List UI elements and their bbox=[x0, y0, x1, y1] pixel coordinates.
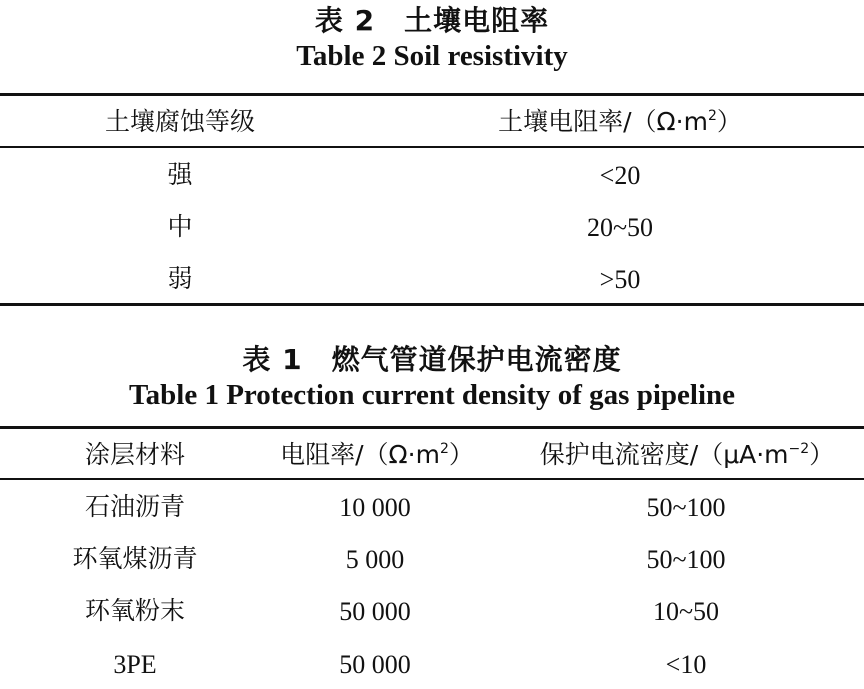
table2-caption bbox=[0, 4, 864, 73]
table2-header-rule bbox=[0, 146, 864, 148]
table1-header-resistivity bbox=[262, 440, 492, 470]
table2-caption-en: Table 2 Soil resistivity bbox=[296, 40, 568, 72]
table1-row-2-resistivity: 50 000 bbox=[339, 597, 411, 626]
table2-row-2-grade: 弱 bbox=[167, 264, 193, 293]
table1-header-resistivity-end: ） bbox=[448, 440, 474, 469]
table1-row-0-resistivity: 10 000 bbox=[339, 493, 411, 522]
table2-header-resistivity-text: 土壤电阻率/（Ω·m bbox=[498, 107, 708, 136]
table1-top-rule bbox=[0, 426, 864, 429]
table1-header-material: 涂层材料 bbox=[84, 440, 185, 469]
table1-header-current-density-sup: −2 bbox=[788, 441, 810, 457]
table1-caption bbox=[0, 343, 864, 412]
table2-header-grade: 土壤腐蚀等级 bbox=[104, 107, 255, 136]
table2-row-0-grade: 强 bbox=[167, 160, 193, 189]
table2-header-resistivity-end: ） bbox=[716, 107, 742, 136]
table1-header-resistivity-sup: 2 bbox=[439, 441, 449, 457]
table1-header-current-density-text: 保护电流密度/（μA·m bbox=[539, 440, 789, 469]
table2-row-1-grade: 中 bbox=[167, 212, 193, 241]
table1-header-resistivity-text: 电阻率/（Ω·m bbox=[280, 440, 440, 469]
table1-row-0-material: 石油沥青 bbox=[84, 492, 185, 521]
table1-row-1-resistivity: 5 000 bbox=[345, 545, 405, 574]
table2-bottom-rule bbox=[0, 303, 864, 306]
table2-top-rule bbox=[0, 93, 864, 96]
table1-caption-en: Table 1 Protection current density of gas pipeline bbox=[128, 379, 736, 411]
table2-row-2-value: >50 bbox=[599, 265, 641, 294]
table2-header-resistivity-sup: 2 bbox=[707, 108, 717, 124]
table1-caption-zh: 表 1 燃气管道保护电流密度 bbox=[242, 343, 622, 376]
table1-row-2-current-density: 10~50 bbox=[652, 597, 720, 626]
table2-row-1-value: 20~50 bbox=[586, 213, 654, 242]
table1-row-1-material: 环氧煤沥青 bbox=[72, 544, 198, 573]
table2-row-0-value: <20 bbox=[599, 161, 641, 190]
table1-row-0-current-density: 50~100 bbox=[646, 493, 726, 522]
table1-header-current-density bbox=[512, 440, 862, 470]
table1-row-1-current-density: 50~100 bbox=[646, 545, 726, 574]
table1-header-rule bbox=[0, 478, 864, 480]
table2-caption-zh: 表 2 土壤电阻率 bbox=[314, 4, 550, 37]
table1-row-2-material: 环氧粉末 bbox=[84, 596, 185, 625]
table1-header-current-density-end: ） bbox=[809, 440, 835, 469]
table1-row-3-material: 3PE bbox=[113, 650, 157, 679]
table1-row-3-resistivity: 50 000 bbox=[339, 650, 411, 679]
table2-header-resistivity bbox=[420, 107, 820, 137]
table1-row-3-current-density: <10 bbox=[665, 650, 707, 679]
